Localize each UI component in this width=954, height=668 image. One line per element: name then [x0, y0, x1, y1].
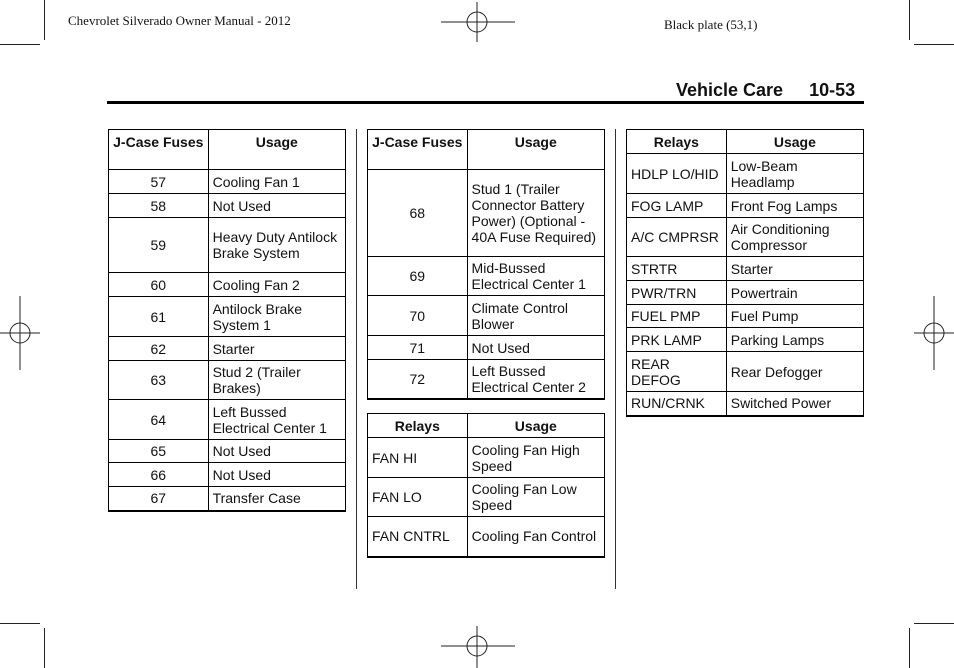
table-row [109, 337, 346, 361]
relay-id: PRK LAMP [627, 328, 727, 352]
fuse-id: 57 [109, 170, 209, 194]
relay-usage: Starter [726, 257, 863, 281]
table-row [109, 170, 346, 194]
crop-mark-icon [909, 628, 910, 668]
fuse-id: 61 [109, 297, 209, 337]
table-row [368, 438, 605, 478]
fuse-usage: Not Used [208, 463, 345, 487]
table-row [109, 218, 346, 273]
table-row [627, 154, 864, 194]
table-row [109, 273, 346, 297]
fuse-usage: Not Used [208, 194, 345, 218]
fuse-usage: Cooling Fan 2 [208, 273, 345, 297]
relay-id: HDLP LO/HID [627, 154, 727, 194]
fuse-id: 67 [109, 487, 209, 511]
crop-mark-icon [914, 44, 954, 45]
fuse-id: 66 [109, 463, 209, 487]
relay-id: FAN HI [368, 438, 468, 478]
fuse-id: 63 [109, 361, 209, 400]
table-row [109, 487, 346, 511]
manual-title: Chevrolet Silverado Owner Manual - 2012 [68, 13, 291, 28]
fuse-id: 59 [109, 218, 209, 273]
relay-usage: Low-Beam Headlamp [726, 154, 863, 194]
fuse-usage: Mid-Bussed Electrical Center 1 [467, 257, 604, 296]
fuse-id: 69 [368, 257, 468, 296]
column-divider [615, 129, 616, 589]
table-row [627, 257, 864, 281]
fuse-id: 60 [109, 273, 209, 297]
table-row [627, 194, 864, 218]
relay-id: FUEL PMP [627, 305, 727, 328]
fuse-usage: Not Used [467, 336, 604, 360]
table-row [368, 517, 605, 557]
relay-usage: Parking Lamps [726, 328, 863, 352]
relays-table-fans [367, 413, 605, 558]
relay-usage: Cooling Fan High Speed [467, 438, 604, 478]
table-row [627, 328, 864, 352]
relay-id: FAN LO [368, 478, 468, 517]
table-row [109, 400, 346, 440]
relays-table-main [626, 129, 864, 417]
table-row [368, 257, 605, 296]
relay-usage: Rear Defogger [726, 352, 863, 392]
crop-mark-icon [914, 623, 954, 624]
relay-id: REAR DEFOG [627, 352, 727, 392]
column-header: J-Case Fuses [109, 130, 209, 170]
crosshair-registration-icon [441, 2, 515, 42]
table-row [627, 281, 864, 305]
jcase-fuses-table-1 [108, 129, 346, 512]
relay-usage: Air Conditioning Compressor [726, 218, 863, 257]
table-row [109, 440, 346, 463]
crosshair-registration-icon [441, 626, 515, 668]
fuse-usage: Heavy Duty Antilock Brake System [208, 218, 345, 273]
fuse-usage: Not Used [208, 440, 345, 463]
column-header: Usage [467, 130, 604, 170]
fuse-id: 70 [368, 296, 468, 336]
plate-label: Black plate (53,1) [664, 17, 758, 32]
relay-id: FOG LAMP [627, 194, 727, 218]
column-header: Relays [368, 414, 468, 438]
fuse-id: 68 [368, 170, 468, 257]
fuse-usage: Left Bussed Electrical Center 1 [208, 400, 345, 440]
crosshair-registration-icon [914, 296, 954, 370]
fuse-usage: Cooling Fan 1 [208, 170, 345, 194]
table-row [368, 296, 605, 336]
table-row [109, 361, 346, 400]
heading-rule [107, 101, 864, 104]
relay-id: A/C CMPRSR [627, 218, 727, 257]
fuse-id: 71 [368, 336, 468, 360]
table-row [627, 305, 864, 328]
fuse-id: 58 [109, 194, 209, 218]
relay-usage: Switched Power [726, 392, 863, 416]
jcase-fuses-table-2 [367, 129, 605, 400]
crosshair-registration-icon [0, 296, 40, 370]
crop-mark-icon [909, 0, 910, 40]
relay-id: RUN/CRNK [627, 392, 727, 416]
crop-mark-icon [44, 0, 45, 40]
table-row [109, 463, 346, 487]
table-row [627, 392, 864, 416]
relay-usage: Front Fog Lamps [726, 194, 863, 218]
table-row [368, 478, 605, 517]
fuse-id: 62 [109, 337, 209, 361]
section-heading [676, 80, 855, 101]
fuse-id: 72 [368, 360, 468, 399]
relay-id: FAN CNTRL [368, 517, 468, 557]
column-header: Usage [208, 130, 345, 170]
relay-usage: Fuel Pump [726, 305, 863, 328]
column-header: Relays [627, 130, 727, 154]
crop-mark-icon [0, 44, 40, 45]
table-row [368, 170, 605, 257]
relay-id: PWR/TRN [627, 281, 727, 305]
column-divider [356, 129, 357, 589]
fuse-id: 64 [109, 400, 209, 440]
table-row [109, 194, 346, 218]
relay-id: STRTR [627, 257, 727, 281]
relay-usage: Cooling Fan Control [467, 517, 604, 557]
fuse-usage: Left Bussed Electrical Center 2 [467, 360, 604, 399]
table-row [109, 297, 346, 337]
relay-usage: Powertrain [726, 281, 863, 305]
fuse-usage: Antilock Brake System 1 [208, 297, 345, 337]
table-row [368, 360, 605, 399]
column-header: Usage [726, 130, 863, 154]
crop-mark-icon [0, 623, 40, 624]
relay-usage: Cooling Fan Low Speed [467, 478, 604, 517]
page-number: 10-53 [809, 80, 856, 100]
fuse-id: 65 [109, 440, 209, 463]
fuse-usage: Starter [208, 337, 345, 361]
fuse-usage: Stud 2 (Trailer Brakes) [208, 361, 345, 400]
section-title: Vehicle Care [676, 80, 784, 100]
fuse-usage: Transfer Case [208, 487, 345, 511]
fuse-usage: Climate Control Blower [467, 296, 604, 336]
column-header: J-Case Fuses [368, 130, 468, 170]
column-header: Usage [467, 414, 604, 438]
table-row [368, 336, 605, 360]
crop-mark-icon [44, 628, 45, 668]
table-row [627, 352, 864, 392]
table-row [627, 218, 864, 257]
fuse-usage: Stud 1 (Trailer Connector Battery Power) (Optional - 40A Fuse Required) [467, 170, 604, 257]
